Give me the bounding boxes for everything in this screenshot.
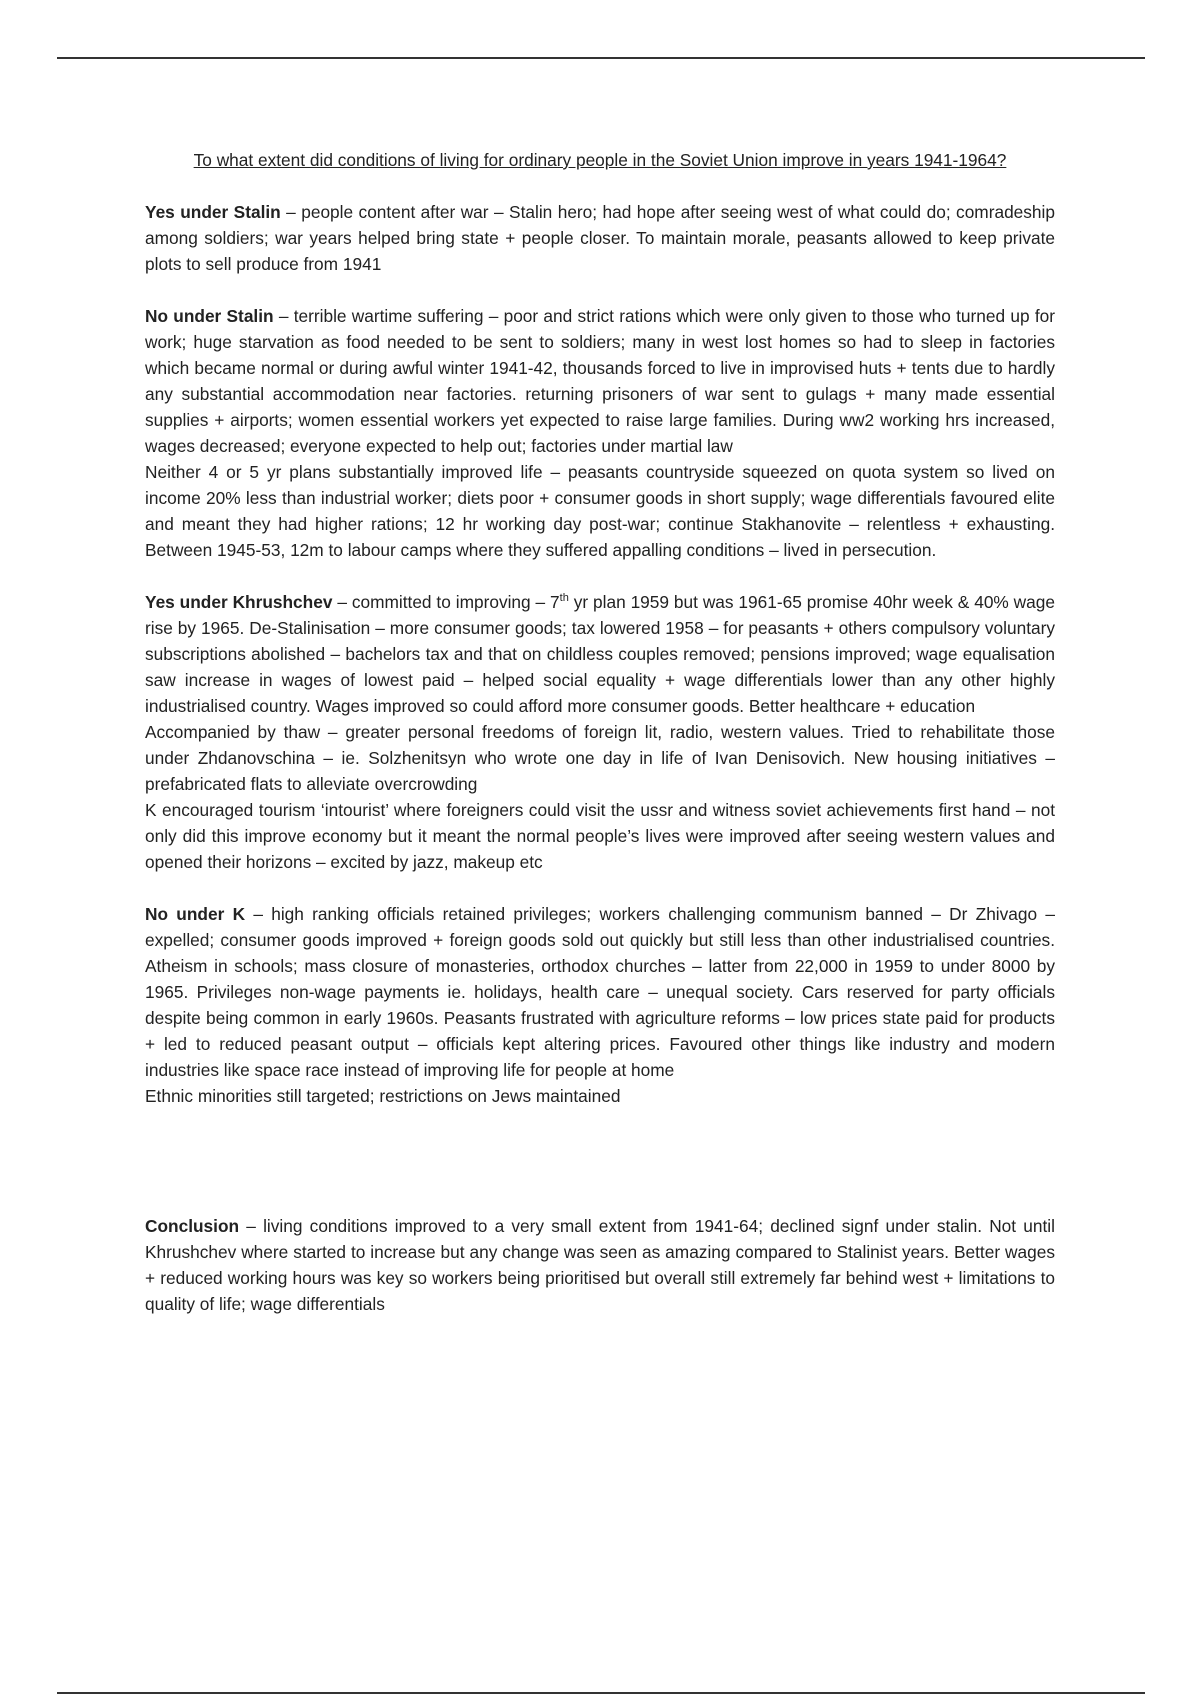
section-no-under-stalin-plans: Neither 4 or 5 yr plans substantially improved life – peasants countryside squeezed on quota system so lived on income 20% less than industrial worker; diets poor + consumer goods in short supply; wage differentials favoured elite and meant they had higher rations; 12 hr working day post-war; continue Stakhanovite – relentless + exhausting. Between 1945-53, 12m to labour camps where they suffered appalling conditions – lived in persecution. <box>145 462 1055 560</box>
section-text-continued: yr plan 1959 but was 1961-65 promise 40hr week & 40% wage rise by 1965. De-Stalinisation – more consumer goods; tax lowered 1958 – for peasants + others compulsory voluntary subscriptions abolished – bachelors tax and that on childless couples removed; pensions improved; wage equalisation saw increase in wages of lowest paid – helped social equality + wage differentials lower than any other highly industrialised country. Wages improved so could afford more consumer goods. Better healthcare + education <box>145 592 1055 716</box>
section-no-under-stalin <box>145 303 1055 459</box>
section-thaw: Accompanied by thaw – greater personal freedoms of foreign lit, radio, western values. Tried to rehabilitate those under Zhdanovschina – ie. Solzhenitsyn who wrote one day in life of Ivan Denisovich. New housing initiatives – prefabricated flats to alleviate overcrowding <box>145 722 1055 794</box>
section-text: – people content after war – Stalin hero; had hope after seeing west of what could do; comradeship among soldiers; war years helped bring state + people closer. To maintain morale, peasants allowed to keep private plots to sell produce from 1941 <box>145 202 1055 274</box>
section-heading: Yes under Stalin <box>145 202 281 222</box>
document-body <box>145 147 1055 1317</box>
section-yes-under-khrushchev <box>145 589 1055 719</box>
section-yes-under-stalin <box>145 199 1055 277</box>
bottom-rule <box>57 1692 1145 1694</box>
section-text: – high ranking officials retained privileges; workers challenging communism banned – Dr Zhivago – expelled; consumer goods improved + foreign goods sold out quickly but still less than other industrialised countries. Atheism in schools; mass closure of monasteries, orthodox churches – latter from 22,000 in 1959 to under 8000 by 1965. Privileges non-wage payments ie. holidays, health care – unequal society. Cars reserved for party officials despite being common in early 1960s. Peasants frustrated with agriculture reforms – low prices state paid for products + led to reduced peasant output – officials kept altering prices. Favoured other things like industry and modern industries like space race instead of improving life for people at home <box>145 904 1055 1080</box>
section-conclusion <box>145 1213 1055 1317</box>
section-heading: Conclusion <box>145 1216 240 1236</box>
section-no-under-k <box>145 901 1055 1083</box>
section-text: – living conditions improved to a very small extent from 1941-64; declined signf under stalin. Not until Khrushchev where started to increase but any change was seen as amazing compared to Stalinist years. Better wages + reduced working hours was key so workers being prioritised but overall still extremely far behind west + limitations to quality of life; wage differentials <box>145 1216 1055 1314</box>
section-heading: Yes under Khrushchev <box>145 592 333 612</box>
ordinal-superscript: th <box>559 592 569 605</box>
section-heading: No under K <box>145 904 246 924</box>
top-rule <box>57 57 1145 59</box>
essay-title: To what extent did conditions of living for ordinary people in the Soviet Union improve in years 1941-1964? <box>193 150 1007 170</box>
section-ethnic-minorities: Ethnic minorities still targeted; restrictions on Jews maintained <box>145 1086 621 1106</box>
section-heading: No under Stalin <box>145 306 274 326</box>
section-text: – committed to improving – 7 <box>332 592 560 612</box>
section-text: – terrible wartime suffering – poor and strict rations which were only given to those who turned up for work; huge starvation as food needed to be sent to soldiers; many in west lost homes so had to sleep in factories which became normal or during awful winter 1941-42, thousands forced to live in improvised huts + tents due to hardly any substantial accommodation near factories. returning prisoners of war sent to gulags + many made essential supplies + airports; women essential workers yet expected to raise large families. During ww2 working hrs increased, wages decreased; everyone expected to help out; factories under martial law <box>145 306 1055 456</box>
section-tourism: K encouraged tourism ‘intourist’ where foreigners could visit the ussr and witness soviet achievements first hand – not only did this improve economy but it meant the normal people’s lives were improved after seeing western values and opened their horizons – excited by jazz, makeup etc <box>145 800 1055 872</box>
